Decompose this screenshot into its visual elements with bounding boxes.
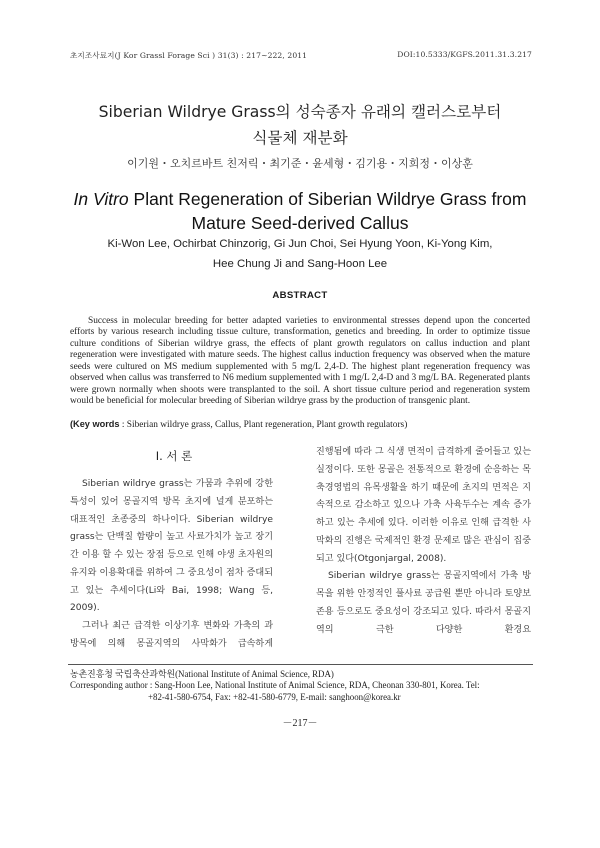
korean-authors: 이기원・오치르바트 친저릭・최기준・윤세형・김기용・지희정・이상훈 — [127, 157, 473, 170]
right-paragraph-1: 진행됨에 따라 그 식생 면적이 급격하게 줄어들고 있는 실정이다. 또한 몽골은 전통적으로 환경에 순응하는 목축경영법의 유목생활을 하기 때문에 초지의 면적은 지속적으로 감소하고 있으나 가축 사육두수는 계속 증가하고 있는 추세에 있다. 이러한 이유로 인해 급격한 사막화의 진행은 국제적인 환경 문제로 많은 관심이 집중되고 있다(Otgonjargal, 2008). — [316, 447, 531, 564]
english-title-italic: In Vitro — [73, 189, 129, 209]
english-title-line2: Mature Seed-derived Callus — [191, 213, 409, 233]
english-authors-line2: Hee Chung Ji and Sang-Hoon Lee — [212, 258, 388, 270]
english-authors-line1: Ki-Won Lee, Ochirbat Chinzorig, Gi Jun Choi, Sei Hyung Yoon, Ki-Yong Kim, — [107, 238, 493, 250]
keywords-label: (Key words — [70, 419, 120, 429]
page-number: －217－ — [282, 718, 318, 729]
left-paragraph-2: 그러나 최근 급격한 이상기후 변화와 가축의 과방목에 의해 몽골지역의 사막화가 급속하게 — [70, 621, 273, 649]
keywords — [70, 419, 540, 430]
left-paragraph-1: Siberian wildrye grass는 가뭄과 추위에 강한 특성이 있어 몽골지역 방목 초지에 널게 분포하는 대표적인 초종중의 하나이다. Siberian wildrye grass는 단백질 함량이 높고 사료가치가 높고 장기간 이용 할 수 있는 장점 등으로 인해 야생 초자원의 유지와 이용확대를 위하여 그 중요성이 점차 증대되고 있는 추세이다(Li와 Bai, 1998; Wang 등, 2009). — [70, 479, 273, 614]
footnote-affiliation: 농촌진흥청 국립축산과학원(National Institute of Animal Science, RDA) — [70, 669, 334, 679]
left-column — [70, 476, 273, 654]
right-column — [316, 444, 531, 639]
doi-header: DOI:10.5333/KGFS.2011.31.3.217 — [397, 50, 532, 59]
korean-title-line2: 식물체 재분화 — [252, 129, 348, 147]
footnote-contact: +82-41-580-6754, Fax: +82-41-580-6779, E-mail: sanghoon@korea.kr — [148, 692, 401, 702]
keywords-list: : Siberian wildrye grass, Callus, Plant regeneration, Plant growth regulators) — [119, 420, 408, 430]
abstract-heading: ABSTRACT — [272, 290, 328, 301]
abstract-body: Success in molecular breeding for better adapted varieties to environmental stresses depend upon the concerted efforts by various research including tissue culture, transformation, genetics and breeding. In order to optimize tissue culture conditions of Siberian wildrye grass, the effects of plant growth regulators on callus induction and plant regeneration were investigated with mature seeds. The highest callus induction frequency was observed when the mature seeds were cultured on MS medium supplemented with 5 mg/L 2,4-D. The highest plant regeneration frequency was observed when callus was transferred to N6 medium supplemented with 1 mg/L 2,4-D and 3 mg/L BA. Regenerated plants were grown normally when shoots were transplanted to the soil. A short tissue culture period and regeneration system would be beneficial for molecular breeding of Siberian wildrye grass by the production of transgenic plant. — [70, 316, 530, 407]
english-title-line1 — [0, 189, 600, 210]
english-title-rest: Plant Regeneration of Siberian Wildrye Grass from — [128, 189, 527, 209]
footnote-corresponding-author: Corresponding author : Sang-Hoon Lee, National Institute of Animal Science, RDA, Cheonan 330-801, Korea. Tel: — [70, 680, 480, 690]
section-heading-introduction: Ⅰ. 서 론 — [155, 449, 193, 463]
journal-header: 초지조사료지(J Kor Grassl Forage Sci ) 31(3) : 217~222, 2011 — [70, 51, 308, 60]
footnote-divider — [68, 664, 533, 665]
korean-title-line1: Siberian Wildrye Grass의 성숙종자 유래의 캘러스로부터 — [98, 103, 502, 121]
right-paragraph-2: Siberian wildrye grass는 몽골지역에서 가축 방목을 위한 안정적인 풀사료 공급원 뿐만 아니라 토양보존용 등으로도 중요성이 강조되고 있다. 따라서 몽골지역의 극한 다양한 환경요 — [316, 571, 531, 635]
